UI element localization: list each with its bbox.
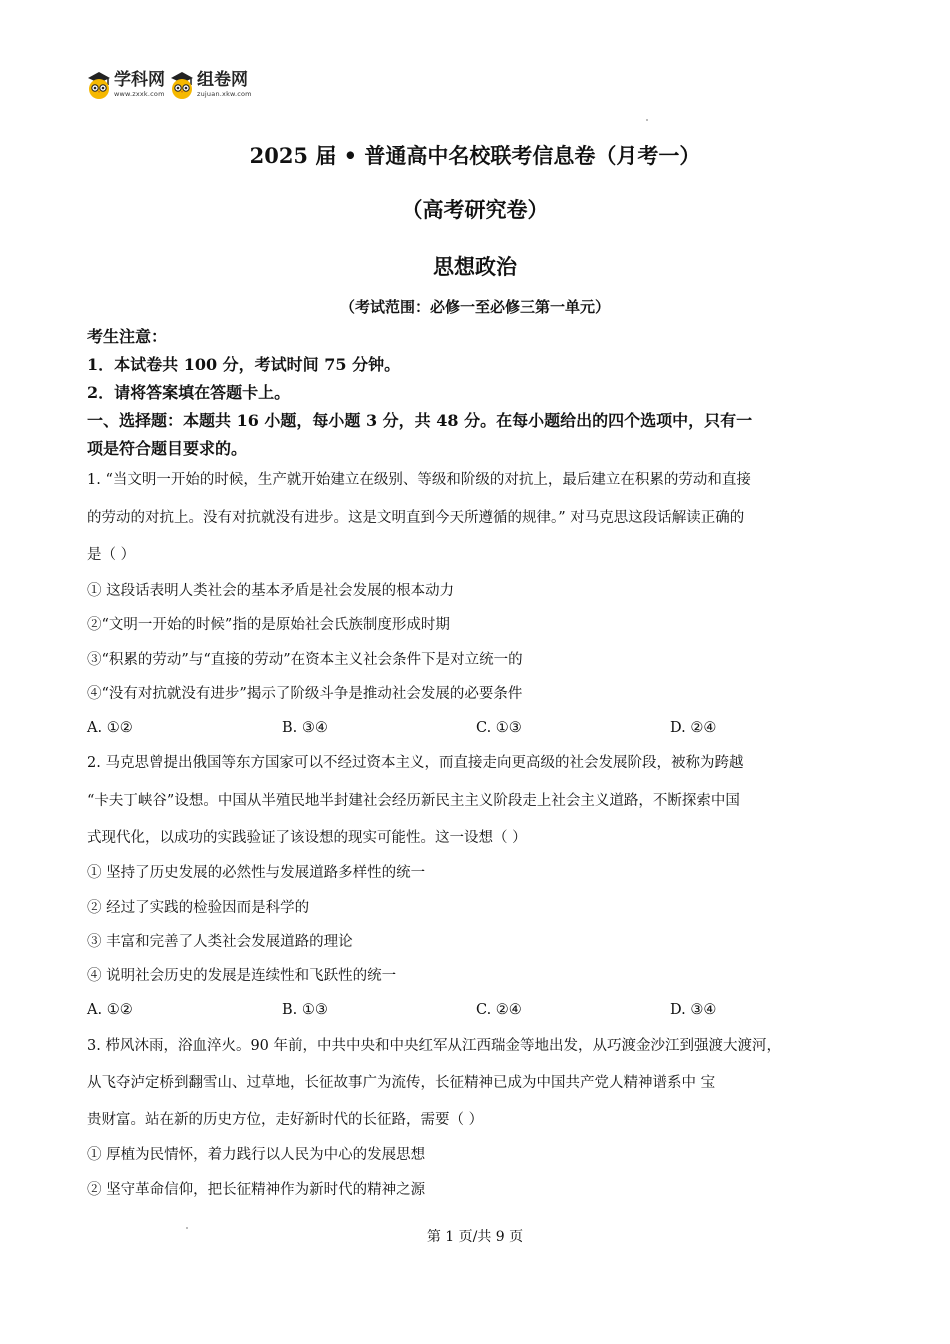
page-number: 第 1 页/共 9 页 [426, 1229, 524, 1245]
exam-subtitle: （高考研究卷） [401, 197, 549, 222]
section-instruction: 一、选择题：本题共 16 小题，每小题 3 分，共 48 分。在每小题给出的四个选项中，只有一 [87, 411, 753, 430]
question-3-stem: 从飞夺泸定桥到翻雪山、过草地，长征故事广为流传，长征精神已成为中国共产党人精神谱系中 宝 [87, 1075, 716, 1091]
question-1-statement: ②“文明一开始的时候”指的是原始社会氏族制度形成时期 [87, 617, 450, 633]
logo-name-zujuan: 组卷网 [197, 70, 248, 90]
owl-mascot-icon [169, 70, 195, 100]
option-b[interactable]: B. ①③ [282, 1002, 328, 1018]
notes-item: 1．本试卷共 100 分，考试时间 75 分钟。 [87, 355, 401, 374]
logo-xkw [86, 70, 165, 100]
question-2-statement: ③ 丰富和完善了人类社会发展道路的理论 [87, 934, 353, 950]
question-3-stem: 3. 栉风沐雨，浴血淬火。90 年前，中共中央和中央红军从江西瑞金等地出发，从巧渡金沙江到强渡大渡河， [87, 1038, 781, 1054]
question-3-statement: ① 厚植为民情怀，着力践行以人民为中心的发展思想 [87, 1147, 426, 1163]
option-c[interactable]: C. ①③ [476, 720, 522, 736]
option-c[interactable]: C. ②④ [476, 1002, 522, 1018]
question-3-statement: ② 坚守革命信仰，把长征精神作为新时代的精神之源 [87, 1182, 426, 1198]
exam-scope: （考试范围：必修一至必修三第一单元） [339, 298, 610, 316]
question-1-statement: ③“积累的劳动”与“直接的劳动”在资本主义社会条件下是对立统一的 [87, 652, 523, 668]
option-a[interactable]: A. ①② [87, 720, 133, 736]
option-d[interactable]: D. ②④ [670, 720, 717, 736]
option-a[interactable]: A. ①② [87, 1002, 133, 1018]
question-2-stem: 式现代化，以成功的实践验证了该设想的现实可能性。这一设想（ ） [87, 830, 527, 846]
question-3-stem: 贵财富。站在新的历史方位，走好新时代的长征路，需要（ ） [87, 1112, 484, 1128]
question-1-stem: 1. “当文明一开始的时候，生产就开始建立在级别、等级和阶级的对抗上，最后建立在积累的劳动和直接 [87, 472, 751, 488]
candidate-notes [87, 323, 867, 463]
option-b[interactable]: B. ③④ [282, 720, 328, 736]
section-instruction: 项是符合题目要求的。 [87, 439, 248, 458]
question-2-statement: ① 坚持了历史发展的必然性与发展道路多样性的统一 [87, 865, 426, 881]
notes-item: 2．请将答案填在答题卡上。 [87, 383, 291, 402]
logo-url-xkw: www.zxxk.com [114, 90, 165, 98]
logo-zujuan [169, 70, 252, 100]
owl-mascot-icon [86, 70, 112, 100]
question-2-stem: “卡夫丁峡谷”设想。中国从半殖民地半封建社会经历新民主主义阶段走上社会主义道路，不断探索中国 [87, 793, 740, 809]
logo [86, 70, 256, 106]
question-1-statement: ④“没有对抗就没有进步”揭示了阶级斗争是推动社会发展的必要条件 [87, 686, 523, 702]
question-2-statement: ② 经过了实践的检验因而是科学的 [87, 900, 310, 916]
question-1-statement: ① 这段话表明人类社会的基本矛盾是社会发展的根本动力 [87, 583, 455, 599]
logo-name-xkw: 学科网 [114, 70, 165, 90]
notes-heading: 考生注意： [87, 327, 168, 346]
question-1-stem: 的劳动的对抗上。没有对抗就没有进步。这是文明直到今天所遵循的规律。” 对马克思这段话解读正确的 [87, 510, 745, 526]
question-2-statement: ④ 说明社会历史的发展是连续性和飞跃性的统一 [87, 968, 397, 984]
scan-speck [646, 119, 648, 121]
question-2-stem: 2. 马克思曾提出俄国等东方国家可以不经过资本主义，而直接走向更高级的社会发展阶段，被称为跨越 [87, 755, 744, 771]
logo-url-zujuan: zujuan.xkw.com [197, 90, 252, 98]
exam-title: 2025 届 • 普通高中名校联考信息卷（月考一） [249, 143, 701, 168]
question-1-stem: 是（ ） [87, 547, 136, 563]
subject-title: 思想政治 [433, 254, 517, 279]
option-d[interactable]: D. ③④ [670, 1002, 717, 1018]
